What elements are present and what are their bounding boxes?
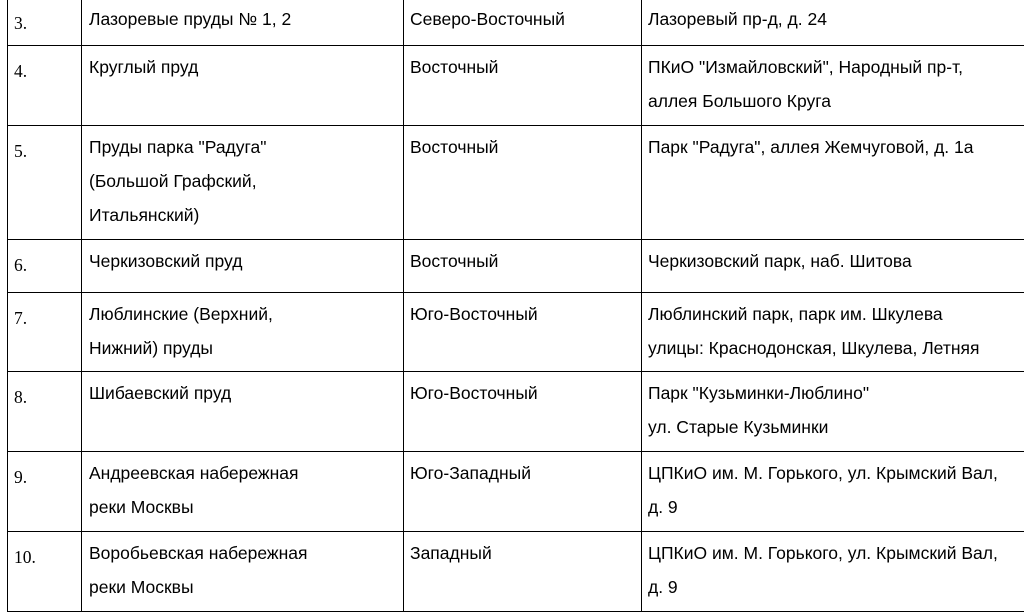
row-number: 8.	[8, 372, 82, 452]
pond-name	[82, 126, 404, 240]
address	[642, 46, 1024, 126]
table-row	[8, 452, 1024, 532]
pond-name-line: Черкизовский пруд	[89, 251, 243, 271]
pond-name-line: Воробьевская набережная	[89, 543, 308, 563]
address-line: Парк "Кузьминки-Люблино"	[648, 383, 870, 403]
address-line: д. 9	[648, 577, 678, 597]
pond-name-line: Нижний) пруды	[89, 338, 213, 358]
district: Восточный	[404, 126, 642, 240]
table-row	[8, 293, 1024, 372]
district: Юго-Восточный	[404, 372, 642, 452]
row-number: 10.	[8, 532, 82, 612]
pond-name-line: Андреевская набережная	[89, 463, 299, 483]
row-number: 5.	[8, 126, 82, 240]
address-line: ЦПКиО им. М. Горького, ул. Крымский Вал,	[648, 543, 998, 563]
ponds-table	[7, 0, 1024, 612]
district: Северо-Восточный	[404, 0, 642, 46]
pond-name	[82, 240, 404, 293]
address-line: аллея Большого Круга	[648, 91, 831, 111]
address	[642, 532, 1024, 612]
district: Юго-Восточный	[404, 293, 642, 372]
pond-name	[82, 293, 404, 372]
address-line: Парк "Радуга", аллея Жемчуговой, д. 1а	[648, 137, 974, 157]
table-row	[8, 46, 1024, 126]
address-line: ул. Старые Кузьминки	[648, 417, 829, 437]
pond-name-line: (Большой Графский,	[89, 171, 257, 191]
address	[642, 452, 1024, 532]
pond-name	[82, 0, 404, 46]
address	[642, 126, 1024, 240]
table-row	[8, 126, 1024, 240]
address-line: Черкизовский парк, наб. Шитова	[648, 251, 912, 271]
pond-name-line: Шибаевский пруд	[89, 383, 232, 403]
address	[642, 372, 1024, 452]
table-row	[8, 372, 1024, 452]
pond-name-line: Итальянский)	[89, 205, 200, 225]
district: Восточный	[404, 240, 642, 293]
district: Юго-Западный	[404, 452, 642, 532]
pond-name	[82, 532, 404, 612]
address	[642, 293, 1024, 372]
address-line: ЦПКиО им. М. Горького, ул. Крымский Вал,	[648, 463, 998, 483]
pond-name-line: реки Москвы	[89, 577, 194, 597]
pond-name-line: Лазоревые пруды № 1, 2	[89, 9, 292, 29]
pond-name	[82, 46, 404, 126]
row-number: 7.	[8, 293, 82, 372]
table-row	[8, 240, 1024, 293]
pond-name-line: Круглый пруд	[89, 57, 199, 77]
pond-name-line: Люблинские (Верхний,	[89, 304, 273, 324]
table-row	[8, 532, 1024, 612]
address	[642, 0, 1024, 46]
address-line: Лазоревый пр-д, д. 24	[648, 9, 827, 29]
pond-name-line: реки Москвы	[89, 497, 194, 517]
row-number: 6.	[8, 240, 82, 293]
row-number: 9.	[8, 452, 82, 532]
pond-name	[82, 372, 404, 452]
pond-name	[82, 452, 404, 532]
table-row	[8, 0, 1024, 46]
address-line: д. 9	[648, 497, 678, 517]
address-line: Люблинский парк, парк им. Шкулева	[648, 304, 943, 324]
address-line: ПКиО "Измайловский", Народный пр-т,	[648, 57, 964, 77]
row-number: 4.	[8, 46, 82, 126]
row-number: 3.	[8, 0, 82, 46]
pond-name-line: Пруды парка "Радуга"	[89, 137, 267, 157]
address	[642, 240, 1024, 293]
address-line: улицы: Краснодонская, Шкулева, Летняя	[648, 338, 980, 358]
district: Западный	[404, 532, 642, 612]
district: Восточный	[404, 46, 642, 126]
